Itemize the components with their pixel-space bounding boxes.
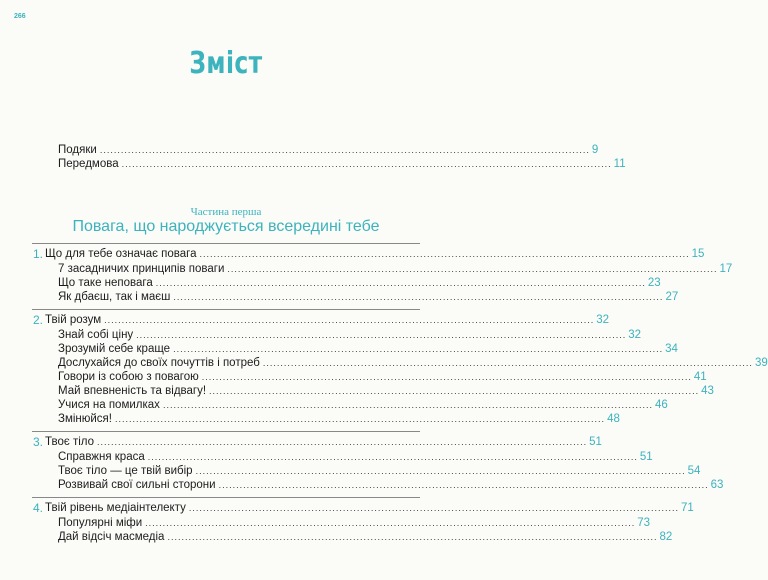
toc-entry-page: 39 xyxy=(754,357,768,369)
toc-entry-page: 23 xyxy=(647,277,661,289)
toc-entry-page: 51 xyxy=(639,451,653,463)
page-title: Зміст xyxy=(189,46,263,81)
chapter-number: 3. xyxy=(33,435,44,449)
chapter-number: 1. xyxy=(33,247,44,261)
leader-dots: ............................................................................................................................................ xyxy=(97,437,588,447)
leader-dots: ............................................................................................................................................ xyxy=(145,518,636,528)
toc-entry-page: 32 xyxy=(596,314,610,326)
toc-entry-label: Зрозумій себе краще xyxy=(58,343,171,355)
toc-entry-page: 43 xyxy=(701,385,714,397)
leader-dots: ............................................................................................................................................ xyxy=(188,503,679,513)
toc-entry-label: Твій розум xyxy=(45,314,102,326)
leader-dots: ............................................................................................................................................ xyxy=(199,249,690,259)
toc-entry-acknowledgements[interactable] xyxy=(58,143,599,157)
leader-dots: ............................................................................................................................................ xyxy=(167,532,658,542)
leader-dots: ............................................................................................................................................ xyxy=(114,414,606,424)
toc-entry-page: 54 xyxy=(687,465,701,477)
toc-entry-page: 71 xyxy=(680,502,694,514)
toc-entry[interactable] xyxy=(58,478,724,492)
toc-entry[interactable] xyxy=(58,384,714,398)
leader-dots: ............................................................................................................................................ xyxy=(227,264,718,274)
leader-dots: ............................................................................................................................................ xyxy=(218,480,709,490)
part-title: Повага, що народжується всередині тебе xyxy=(72,218,380,235)
chapter-separator xyxy=(32,243,420,244)
toc-entry-page: 32 xyxy=(628,329,642,341)
toc-entry[interactable] xyxy=(58,464,701,478)
toc-entry[interactable] xyxy=(58,370,707,384)
chapter-number: 2. xyxy=(33,313,44,327)
leader-dots: ............................................................................................................................................ xyxy=(201,372,692,382)
leader-dots: ............................................................................................................................................ xyxy=(195,466,686,476)
chapter-separator xyxy=(32,497,420,498)
toc-entry[interactable] xyxy=(58,516,651,530)
toc-entry-label: 7 засадничих принципів поваги xyxy=(58,263,225,275)
toc-entry-label: Твій рівень медіаінтелекту xyxy=(45,502,186,514)
toc-entry-label: Популярні міфи xyxy=(58,517,143,529)
toc-entry-page: 17 xyxy=(719,263,733,275)
leader-dots: ............................................................................................................................................ xyxy=(136,330,627,340)
toc-entry-label: Як дбаєш, так і маєш xyxy=(58,291,171,303)
toc-entry[interactable] xyxy=(58,398,668,412)
leader-dots: ............................................................................................................................................ xyxy=(121,159,612,169)
toc-entry-page: 9 xyxy=(591,144,599,156)
toc-entry-page: 63 xyxy=(710,479,724,491)
leader-dots: ............................................................................................................................................ xyxy=(147,452,638,462)
toc-entry-foreword[interactable] xyxy=(58,157,626,171)
toc-entry[interactable] xyxy=(58,262,733,276)
toc-entry[interactable] xyxy=(58,356,768,370)
toc-entry-label: Знай собі ціну xyxy=(58,329,134,341)
toc-entry-label: Дослухайся до своїх почуттів і потреб xyxy=(58,357,260,369)
toc-entry-label: Твоє тіло — це твій вибір xyxy=(58,465,193,477)
toc-entry-page: 46 xyxy=(655,399,668,411)
toc-chapter-2[interactable] xyxy=(33,313,610,327)
toc-entry-label: Дай відсіч масмедіа xyxy=(58,531,165,543)
leader-dots: ............................................................................................................................................ xyxy=(173,344,664,354)
chapter-number: 4. xyxy=(33,501,44,515)
toc-entry-label: Справжня краса xyxy=(58,451,145,463)
toc-chapter-3[interactable] xyxy=(33,435,602,449)
toc-entry-label: Передмова xyxy=(58,158,119,170)
page-number: 266 xyxy=(14,13,26,20)
toc-entry-label: Змінюйся! xyxy=(58,413,112,425)
toc-entry-page: 11 xyxy=(613,158,626,170)
toc-entry[interactable] xyxy=(58,450,653,464)
toc-entry-page: 41 xyxy=(693,371,707,383)
leader-dots: ............................................................................................................................................ xyxy=(173,292,664,302)
toc-entry-page: 51 xyxy=(589,436,602,448)
toc-chapter-1[interactable] xyxy=(33,247,705,261)
leader-dots: ............................................................................................................................................ xyxy=(99,145,590,155)
leader-dots: ............................................................................................................................................ xyxy=(104,315,595,325)
toc-entry-label: Говори із собою з повагою xyxy=(58,371,199,383)
toc-entry-page: 15 xyxy=(691,248,705,260)
toc-entry-label: Учися на помилках xyxy=(58,399,160,411)
toc-chapter-4[interactable] xyxy=(33,501,694,515)
toc-entry-label: Подяки xyxy=(58,144,97,156)
leader-dots: ............................................................................................................................................ xyxy=(155,278,646,288)
leader-dots: ............................................................................................................................................ xyxy=(209,386,700,396)
toc-entry-page: 82 xyxy=(659,531,673,543)
toc-entry[interactable] xyxy=(58,530,673,544)
toc-entry-page: 34 xyxy=(665,343,678,355)
toc-entry[interactable] xyxy=(58,412,620,426)
toc-entry-page: 73 xyxy=(637,517,651,529)
leader-dots: ............................................................................................................................................ xyxy=(162,400,654,410)
toc-entry-page: 48 xyxy=(607,413,620,425)
toc-entry[interactable] xyxy=(58,290,679,304)
toc-entry-label: Май впевненість та відвагу! xyxy=(58,385,207,397)
toc-entry-label: Що для тебе означає повага xyxy=(45,248,197,260)
toc-entry-label: Що таке неповага xyxy=(58,277,153,289)
toc-entry-label: Розвивай свої сильні сторони xyxy=(58,479,216,491)
toc-entry[interactable] xyxy=(58,342,678,356)
part-label: Частина перша xyxy=(190,206,262,218)
toc-entry-page: 27 xyxy=(665,291,679,303)
toc-entry[interactable] xyxy=(58,276,661,290)
leader-dots: ............................................................................................................................................ xyxy=(262,358,753,368)
chapter-separator xyxy=(32,309,420,310)
toc-entry-label: Твоє тіло xyxy=(45,436,95,448)
chapter-separator xyxy=(32,431,420,432)
toc-entry[interactable] xyxy=(58,328,642,342)
